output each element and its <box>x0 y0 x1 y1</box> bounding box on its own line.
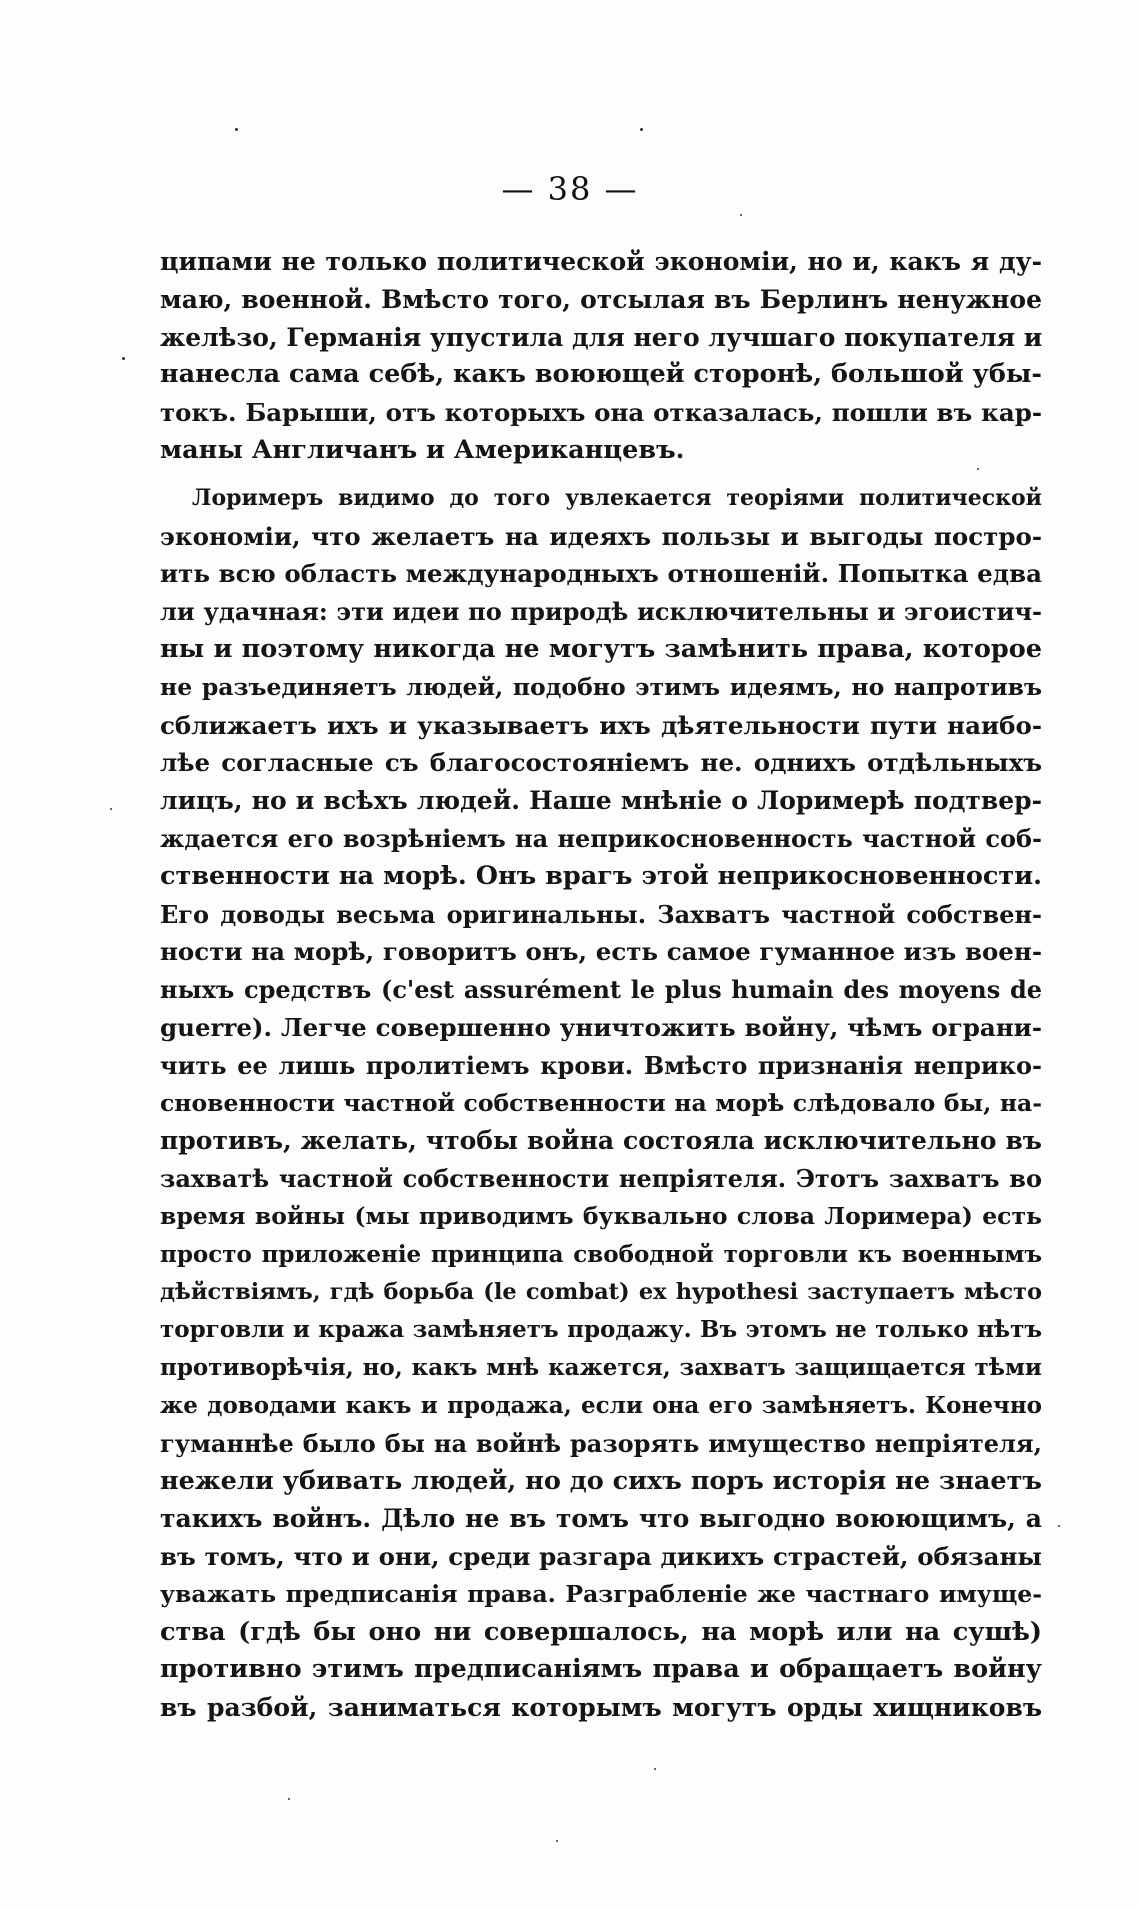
text-line: же доводами какъ и продажа, если она его замѣняетъ. Конечно <box>160 1391 1042 1419</box>
text-line: сновенности частной собственности на морѣ слѣдовало бы, на- <box>160 1088 1042 1117</box>
ink-speck <box>640 128 643 131</box>
text-line: нежели убивать людей, но до сихъ поръ исторія не знаетъ <box>160 1465 1042 1496</box>
ink-speck <box>654 1768 656 1770</box>
text-line: ны и поэтому никогда не могутъ замѣнить права, которое <box>160 633 1042 664</box>
text-line: въ томъ, что и они, среди разгара дикихъ страстей, обязаны <box>160 1542 1042 1572</box>
text-line: ныхъ средствъ (c'est assurément le plus humain des moyens de <box>160 975 1042 1005</box>
text-line: противъ, желать, чтобы война состояла исключительно въ <box>160 1126 1042 1156</box>
text-line: въ разбой, заниматься которымъ могутъ орды хищниковъ <box>160 1693 1042 1723</box>
text-line: торговли и кража замѣняетъ продажу. Въ этомъ не только нѣтъ <box>160 1316 1042 1344</box>
text-line: ли удачная: эти идеи по природѣ исключительны и эгоистич- <box>160 597 1042 627</box>
text-line: не разъединяетъ людей, подобно этимъ идеямъ, но напротивъ <box>160 672 1042 701</box>
ink-speck <box>235 128 238 131</box>
text-line: такихъ войнъ. Дѣло не въ томъ что выгодно воюющимъ, а <box>160 1504 1042 1534</box>
ink-speck <box>288 1798 290 1800</box>
text-line: ждается его возрѣніемъ на неприкосновенность частной соб- <box>160 823 1042 853</box>
text-line: сближаетъ ихъ и указываетъ ихъ дѣятельности пути наибо- <box>160 710 1042 740</box>
text-line: противорѣчія, но, какъ мнѣ кажется, захватъ защищается тѣми <box>160 1354 1042 1382</box>
text-line: ности на морѣ, говоритъ онъ, есть самое гуманное изъ воен- <box>160 937 1042 967</box>
text-line: желѣзо, Германія упустила для него лучшаго покупателя и <box>160 322 1043 352</box>
text-line: токъ. Барыши, отъ которыхъ она отказалась, пошли въ кар- <box>160 398 1042 428</box>
text-line: ства (гдѣ бы оно ни совершалось, на морѣ или на сушѣ) <box>160 1616 1042 1647</box>
text-line: чить ее лишь пролитіемъ крови. Вмѣсто признанія неприко- <box>160 1050 1042 1080</box>
text-line: маны Англичанъ и Американцевъ. <box>160 434 685 465</box>
paragraph-2 <box>160 480 1042 1727</box>
text-line: лицъ, но и всѣхъ людей. Наше мнѣніе о Лоримерѣ подтвер- <box>160 786 1042 816</box>
text-line: лѣе согласные съ благосостояніемъ не. однихъ отдѣльныхъ <box>160 748 1042 778</box>
text-line: нанесла сама себѣ, какъ воюющей сторонѣ, большой убы- <box>160 359 1042 390</box>
text-line: уважать предписанія права. Разграбленіе же частнаго имуще- <box>160 1579 1042 1608</box>
body-text <box>160 243 1042 1727</box>
text-line: гуманнѣе было бы на войнѣ разорять имущество непріятеля, <box>160 1428 1042 1458</box>
ink-speck <box>110 808 112 810</box>
text-line: дѣйствіямъ, гдѣ борьба (le combat) ex hypothesi заступаетъ мѣсто <box>160 1278 1042 1305</box>
ink-speck <box>556 1840 558 1842</box>
text-line: Его доводы весьма оригинальны. Захватъ частной собствен- <box>160 899 1042 929</box>
paragraph-gap <box>160 470 1042 480</box>
text-line: Лоримеръ видимо до того увлекается теоріями политической <box>192 484 1042 511</box>
paragraph-1 <box>160 243 1042 470</box>
text-line: ципами не только политической экономіи, но и, какъ я ду- <box>160 247 1042 276</box>
text-line: маю, военной. Вмѣсто того, отсылая въ Берлинъ ненужное <box>160 284 1042 314</box>
text-line: ить всю область международныхъ отношеній. Попытка едва <box>160 559 1042 589</box>
text-line: захватѣ частной собственности непріятеля. Этотъ захватъ во <box>160 1164 1042 1194</box>
text-line: время войны (мы приводимъ буквально слова Лоримера) есть <box>160 1201 1042 1230</box>
ink-speck <box>122 357 125 360</box>
ink-speck <box>740 214 742 216</box>
text-line: экономіи, что желаетъ на идеяхъ пользы и выгоды постро- <box>160 521 1042 551</box>
page-number: — 38 — <box>501 170 639 208</box>
text-line: просто приложеніе принципа свободной торговли къ военнымъ <box>160 1240 1042 1268</box>
ink-speck <box>1058 1525 1060 1527</box>
text-line: ственности на морѣ. Онъ врагъ этой неприкосновенности. <box>160 860 1042 891</box>
text-line: противно этимъ предписаніямъ права и обращаетъ войну <box>160 1654 1042 1685</box>
text-line: guerre). Легче совершенно уничтожить войну, чѣмъ ограни- <box>160 1012 1042 1042</box>
